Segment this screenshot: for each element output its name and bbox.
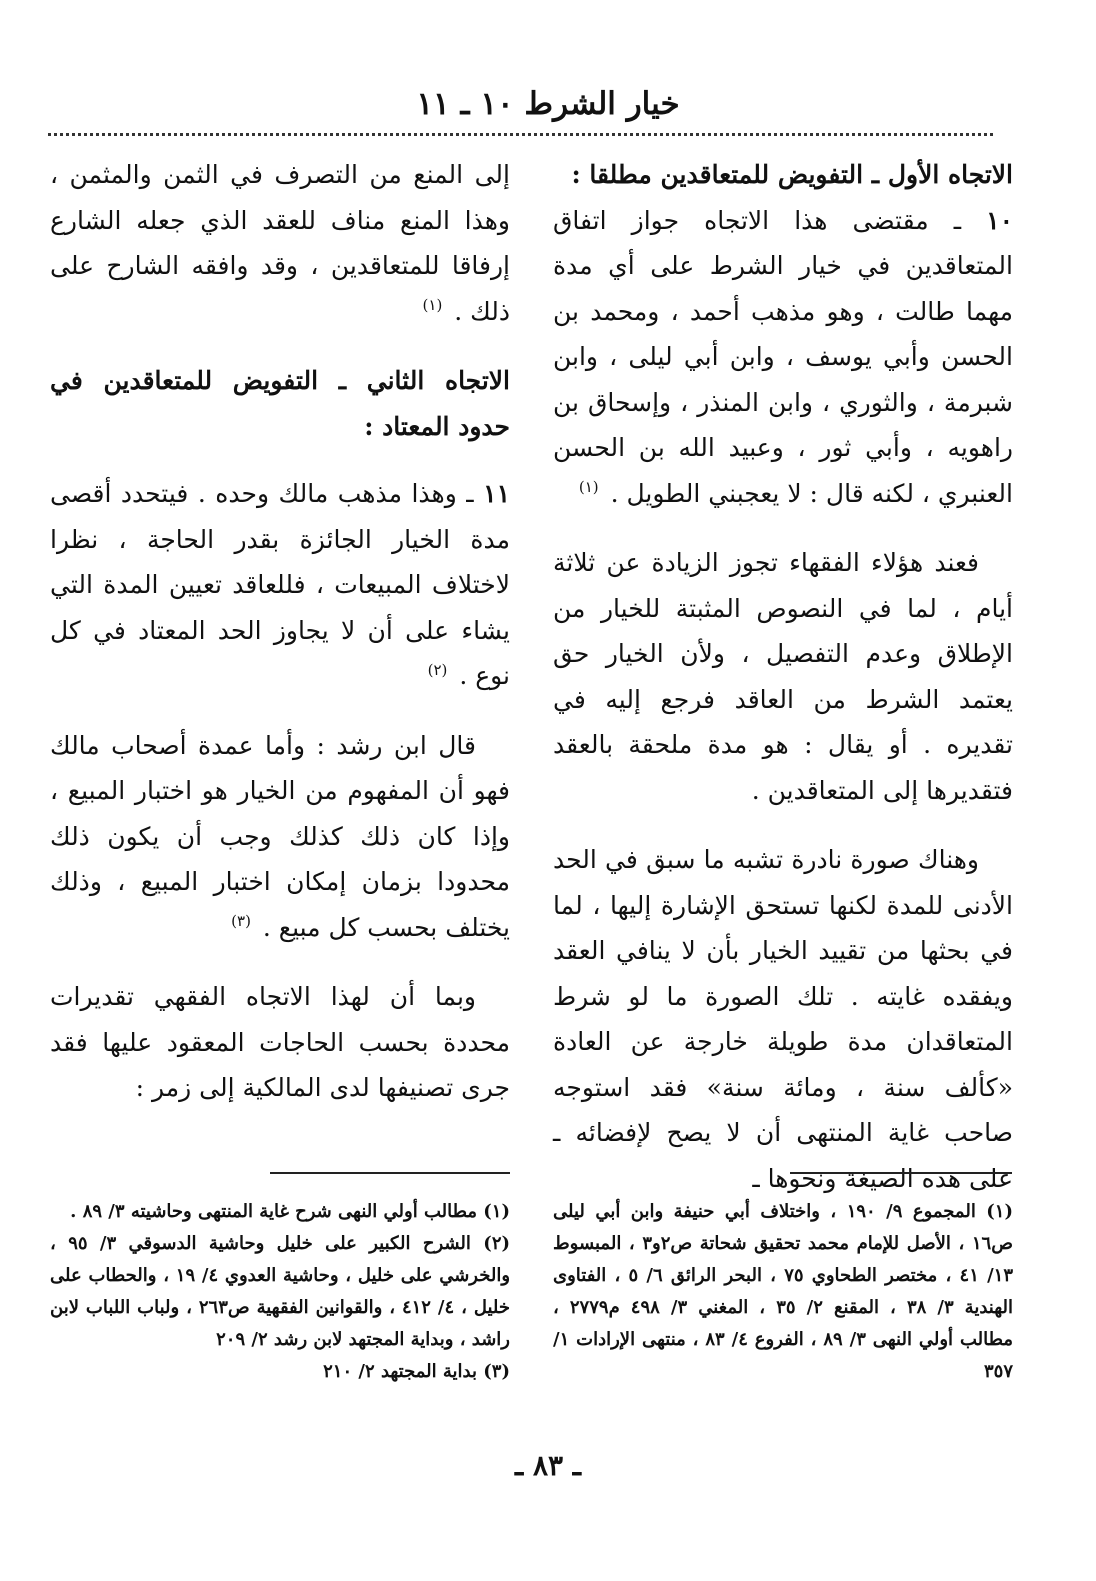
header-dotted-rule [48,133,993,136]
left-column [50,152,510,1152]
footnote-item: (٢) الشرح الكبير على خليل وحاشية الدسوقي ٣/ ٩٥ ، والخرشي على خليل ، وحاشية العدوي ٤/ ١٩ ، والحطاب على خليل ، ٤/ ٤١٢ ، والقوانين الفقهية ص٢٦٣ ، ولباب اللباب لابن راشد ، وبداية المجتهد لابن رشد ٢/ ٢٠٩ [50,1233,511,1350]
paragraph-classification: وبما أن لهذا الاتجاه الفقهي تقديرات محددة بحسب الحاجات المعقود عليها فقد جرى تصنيفها لدى المالكية إلى زمر : [50,982,510,1102]
footnote-ref: (١) [422,296,443,315]
paragraph-text: ـ مقتضى هذا الاتجاه جواز اتفاق المتعاقدين في خيار الشرط على أي مدة مهما طالت ، وهو مذهب أحمد ، ومحمد بن الحسن وأبي يوسف ، وابن أبي ليلى ، وابن شبرمة ، والثوري ، وابن المنذر ، وإسحاق بن راهويه ، وأبي ثور ، وعبيد الله بن الحسن العنبري ، لكنه قال : لا يعجبني الطويل . [553,205,1013,508]
paragraph-continuation [50,152,510,334]
footnote-item: (٣) بداية المجتهد ٢/ ٢١٠ [323,1361,510,1382]
footnote-rule-right [790,1172,1012,1174]
paragraph-11 [50,471,510,699]
heading-first-approach: الاتجاه الأول ـ التفويض للمتعاقدين مطلقا : [571,160,1013,189]
running-header: خيار الشرط ١٠ ـ ١١ [416,86,680,122]
paragraph-text: ـ وهذا مذهب مالك وحده . فيتحدد أقصى مدة الخيار الجائزة بقدر الحاجة ، نظرا لاختلاف المبيعات ، فللعاقد تعيين المدة التي يشاء على أن لا يجاوز الحد المعتاد في كل نوع . [50,479,510,690]
footnote-ref: (٢) [427,660,448,679]
paragraph-ibn-rushd [50,723,510,951]
footnote-ref: (٣) [231,912,251,931]
paragraph-10 [553,198,1013,517]
paragraph-number: ١١ [483,479,510,508]
right-column [553,152,1013,1193]
footnotes-right [553,1196,1013,1388]
paragraph-jurists: فعند هؤلاء الفقهاء تجوز الزيادة عن ثلاثة أيام ، لما في النصوص المثبتة للخيار من الإطلاق وعدم التفصيل ، ولأن الخيار حق يعتمد الشرط من العاقد فرجع إليه في تقديره . أو يقال : هو مدة ملحقة بالعقد فتقديرها إلى المتعاقدين . [553,548,1013,805]
paragraph-text: قال ابن رشد : وأما عمدة أصحاب مالك فهو أن المفهوم من الخيار هو اختبار المبيع ، وإذا كان ذلك كذلك وجب أن يكون ذلك محدودا بزمان إمكان اختبار المبيع ، وذلك يختلف بحسب كل مبيع . [50,730,510,942]
footnote-rule-left [270,1172,510,1174]
footnote-ref: (١) [578,478,599,497]
footnotes-left [50,1196,510,1388]
heading-second-approach: الاتجاه الثاني ـ التفويض للمتعاقدين في حدود المعتاد : [50,366,510,441]
paragraph-number: ١٠ [986,205,1013,235]
paragraph-text: إلى المنع من التصرف في الثمن والمثمن ، وهذا المنع مناف للعقد الذي جعله الشارع إرفاقا للمتعاقدين ، وقد وافقه الشارح على ذلك . [50,160,510,326]
page-number: ـ ٨٣ ـ [515,1449,581,1482]
paragraph-rare-case: وهناك صورة نادرة تشبه ما سبق في الحد الأدنى للمدة لكنها تستحق الإشارة إليها ، لما في بحثها من تقييد الخيار بأن لا ينافي العقد ويفقده غايته . تلك الصورة ما لو شرط المتعاقدان مدة طويلة خارجة عن العادة «كألف سنة ، ومائة سنة» فقد استوجه صاحب غاية المنتهى أن لا يصح لإفضائه ـ على هذه الصيغة ونحوها ـ [553,845,1013,1193]
footnote-item: (١) مطالب أولي النهى شرح غاية المنتهى وحاشيته ٣/ ٨٩ . [70,1201,510,1222]
footnote-item: (١) المجموع ٩/ ١٩٠ ، واختلاف أبي حنيفة وابن أبي ليلى ص١٦ ، الأصل للإمام محمد تحقيق شحاتة ص٢و٣ ، المبسوط ١٣/ ٤١ ، مختصر الطحاوي ٧٥ ، البحر الرائق ٦/ ٥ ، الفتاوى الهندية ٣/ ٣٨ ، المقنع ٢/ ٣٥ ، المغني ٣/ ٤٩٨ م٢٧٧٩ ، مطالب أولي النهى ٣/ ٨٩ ، الفروع ٤/ ٨٣ ، منتهى الإرادات ١/ ٣٥٧ [553,1201,1014,1382]
